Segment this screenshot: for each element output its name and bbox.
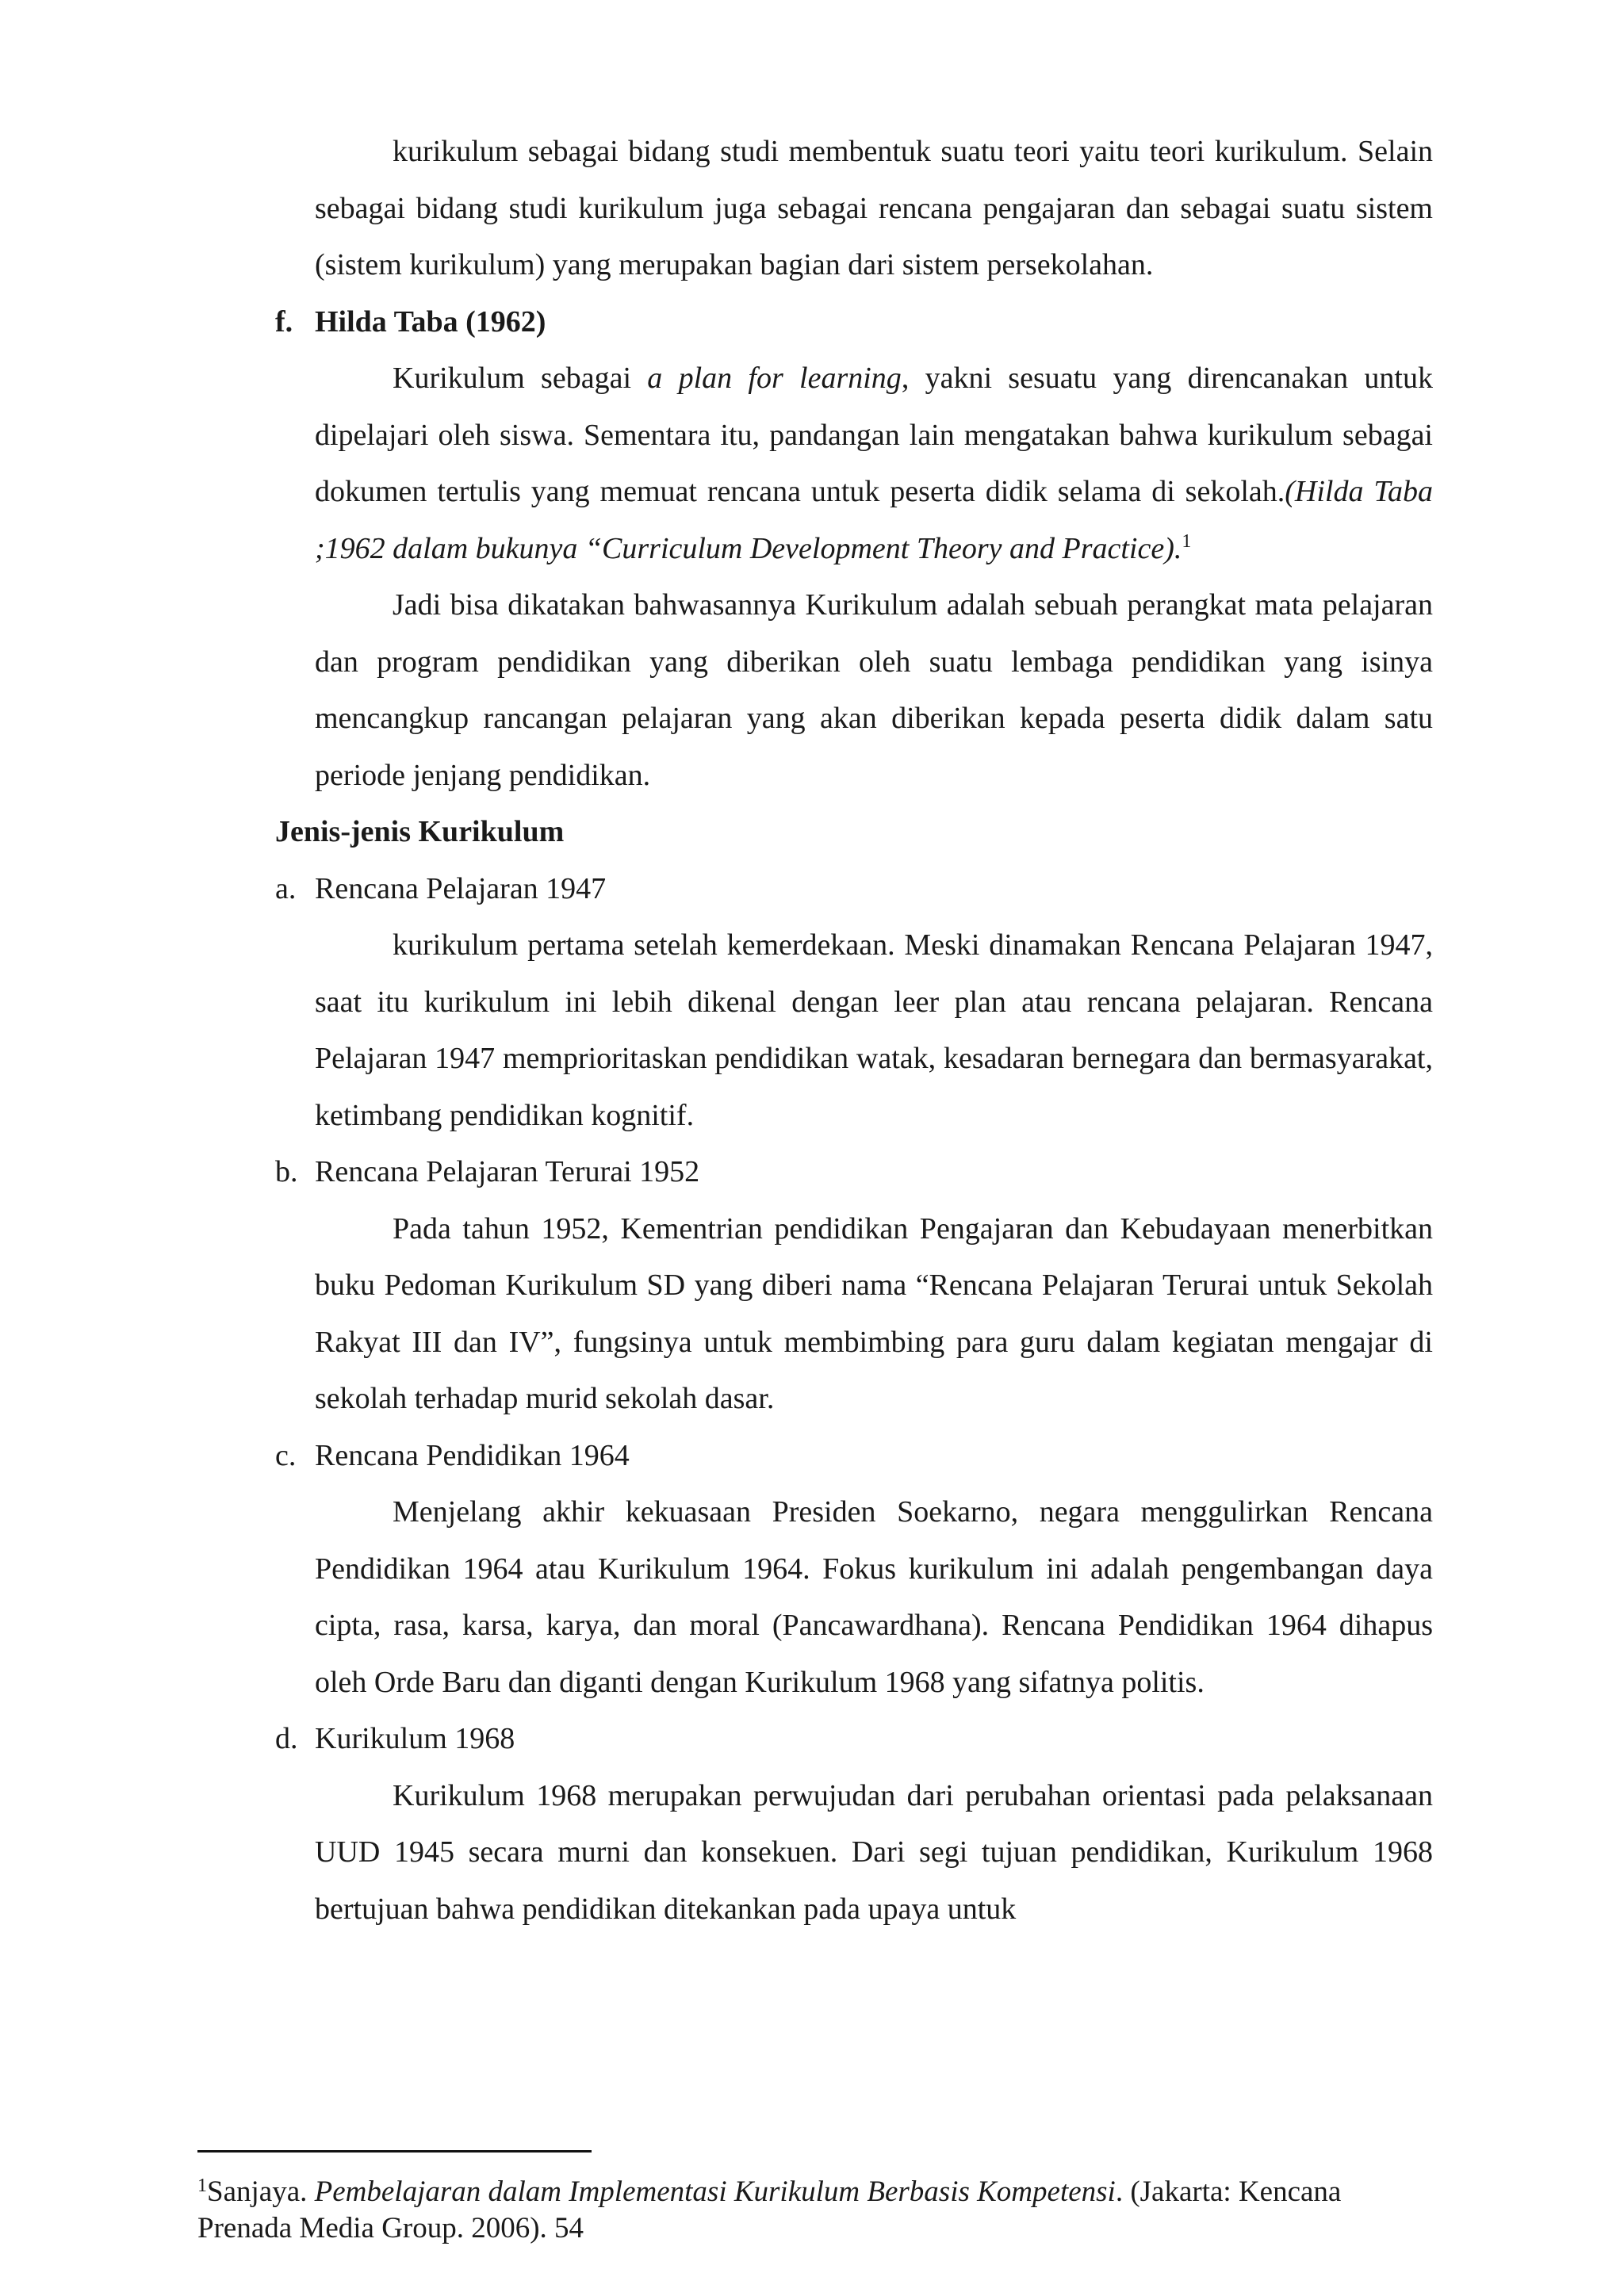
- item-title: Rencana Pelajaran Terurai 1952: [315, 1155, 700, 1188]
- emphasis-text: a plan for learning: [647, 362, 902, 395]
- continuation-block: [315, 124, 1433, 294]
- body-text: [275, 124, 1433, 1938]
- footnote-book-title: Pembelajaran dalam Implementasi Kurikulum Berbasis Kompetensi: [314, 2175, 1116, 2208]
- item-heading: [275, 1428, 1433, 1485]
- curriculum-item-a: [275, 861, 1433, 1145]
- section-heading-jenis-kurikulum: Jenis-jenis Kurikulum: [275, 815, 565, 848]
- hilda-taba-block: [315, 350, 1433, 804]
- item-label: d.: [275, 1722, 298, 1755]
- footnote-reference[interactable]: 1: [1182, 530, 1192, 552]
- item-heading: [275, 861, 1433, 918]
- item-paragraph: kurikulum pertama setelah kemerdekaan. Meski dinamakan Rencana Pelajaran 1947, saat itu kurikulum ini lebih dikenal dengan leer plan atau rencana pelajaran. Rencana Pelajaran 1947 memprioritaskan pendidikan watak, kesadaran bernegara dan bermasyarakat, ketimbang pendidikan kognitif.: [315, 928, 1433, 1132]
- item-title: Rencana Pendidikan 1964: [315, 1438, 630, 1472]
- footnote-divider: [197, 2150, 592, 2152]
- item-label: b.: [275, 1155, 298, 1188]
- continuation-paragraph: kurikulum sebagai bidang studi membentuk suatu teori yaitu teori kurikulum. Selain sebagai bidang studi kurikulum juga sebagai rencana pengajaran dan sebagai suatu sistem (sistem kurikulum) yang merupakan bagian dari sistem persekolahan.: [315, 135, 1433, 281]
- item-title: Rencana Pelajaran 1947: [315, 871, 607, 905]
- item-paragraph: Kurikulum 1968 merupakan perwujudan dari perubahan orientasi pada pelaksanaan UUD 1945 secara murni dan konsekuen. Dari segi tujuan pendidikan, Kurikulum 1968 bertujuan bahwa pendidikan ditekankan pada upaya untuk: [315, 1778, 1433, 1926]
- conclusion-paragraph: Jadi bisa dikatakan bahwasannya Kurikulum adalah sebuah perangkat mata pelajaran dan program pendidikan yang diberikan oleh suatu lembaga pendidikan yang isinya mencangkup rancangan pelajaran yang akan diberikan kepada peserta didik dalam satu periode jenjang pendidikan.: [315, 588, 1433, 792]
- section-title: Hilda Taba (1962): [315, 304, 546, 339]
- item-paragraph: Menjelang akhir kekuasaan Presiden Soekarno, negara menggulirkan Rencana Pendidikan 1964 atau Kurikulum 1964. Fokus kurikulum ini adalah pengembangan daya cipta, rasa, karsa, karya, dan moral (Pancawardhana). Rencana Pendidikan 1964 dihapus oleh Orde Baru dan diganti dengan Kurikulum 1968 yang sifatnya politis.: [315, 1495, 1433, 1699]
- footnote-number: 1: [197, 2175, 207, 2196]
- curriculum-item-b: [275, 1144, 1433, 1428]
- item-paragraph: Pada tahun 1952, Kementrian pendidikan Pengajaran dan Kebudayaan menerbitkan buku Pedoman Kurikulum SD yang diberi nama “Rencana Pelajaran Terurai untuk Sekolah Rakyat III dan IV”, fungsinya untuk membimbing para guru dalam kegiatan mengajar di sekolah terhadap murid sekolah dasar.: [315, 1211, 1433, 1415]
- section-heading-hilda-taba: [275, 294, 1433, 351]
- footnote-author: Sanjaya.: [207, 2175, 315, 2208]
- footnote: [197, 2174, 1434, 2247]
- curriculum-item-c: [275, 1428, 1433, 1712]
- item-label: a.: [275, 871, 297, 905]
- item-heading: [275, 1711, 1433, 1768]
- item-heading: [275, 1144, 1433, 1201]
- curriculum-item-d: [275, 1711, 1433, 1938]
- hilda-taba-paragraph: Kurikulum sebagai a plan for learning, yakni sesuatu yang direncanakan untuk dipelajari oleh siswa. Sementara itu, pandangan lain mengatakan bahwa kurikulum sebagai dokumen tertulis yang memuat rencana untuk peserta didik selama di sekolah.(Hilda Taba ;1962 dalam bukunya “Curriculum Development Theory and Practice).$^1$: [315, 362, 1434, 565]
- section-label: f.: [275, 304, 293, 339]
- item-title: Kurikulum 1968: [315, 1722, 515, 1755]
- footnote-publisher: . (Jakarta: Kencana Prenada Media Group. 2006). 54: [197, 2175, 1342, 2244]
- item-label: c.: [275, 1438, 297, 1472]
- citation-text: (Hilda Taba ;1962 dalam bukunya “Curriculum Development Theory and Practice).: [315, 475, 1434, 565]
